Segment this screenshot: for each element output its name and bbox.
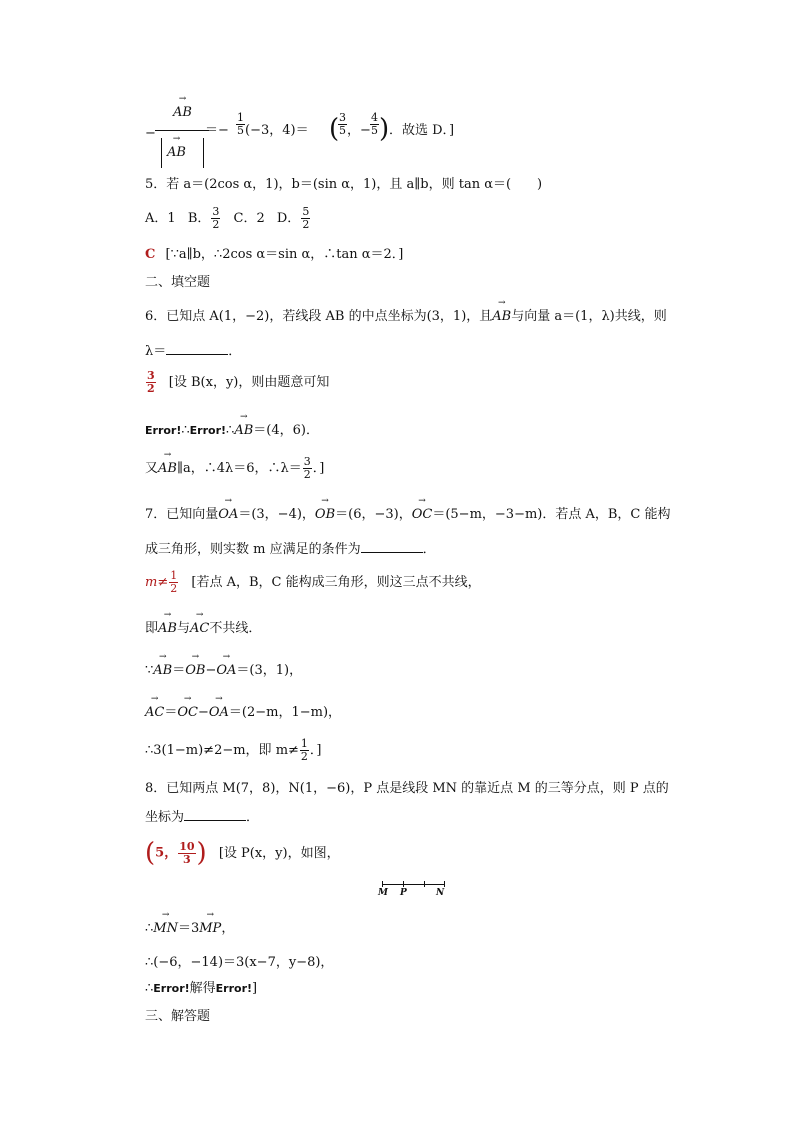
q6-sol2-vec: → AB (234, 422, 253, 440)
q7-answer-pre: m≠ (145, 575, 169, 590)
q6-error-2: Error! (189, 424, 227, 437)
q6-sol3-vec: → AB (158, 460, 177, 478)
top-eq-part: ＝− (205, 123, 229, 138)
q5-answer: C (145, 247, 156, 262)
q8-sol4-pre: ∴ (145, 981, 154, 996)
q7-vec-oa: → OA (218, 506, 238, 524)
abs-left-bar (161, 138, 162, 168)
label-p: P (400, 888, 407, 898)
q7-sol5-frac: $\frac{1}{2}$ (300, 737, 308, 763)
q7-stem-line2-text: 成三角形，则实数 m 应满足的条件为 (145, 542, 361, 557)
q8-answer-paren-open: ( (145, 838, 156, 868)
fraction-bar (155, 130, 209, 131)
q5-option-c: C．2 (233, 211, 265, 226)
q7-answer-line (145, 570, 481, 606)
q8-sol3: ∴(−6，−14)＝3(x−7，y−8)， (145, 955, 334, 970)
q6-sol1: [设 B(x，y)，则由题意可知 (168, 375, 330, 390)
q6-error-1: Error! (145, 424, 182, 437)
q6-sol3 (145, 456, 324, 492)
q7-sol4-vec-ac: → AC (145, 704, 164, 722)
q6-sol2 (145, 422, 319, 440)
q7-sol4-minus: − (197, 705, 209, 720)
q7-sol4 (145, 704, 341, 722)
q8-answer-x: 5， (155, 845, 178, 861)
q6-sol2-mid: ∴ (181, 423, 190, 438)
q7-sol3-because: ∵ (145, 663, 154, 678)
q5-answer-line (145, 246, 403, 264)
top-sep: ，− (347, 123, 371, 138)
q5-solution: [∵a∥b，∴2cos α＝sin α，∴tan α＝2．] (165, 247, 404, 262)
q8-stem-line2 (145, 808, 259, 827)
q7-sol2-mid: 与 (176, 621, 190, 636)
q6-vec-ab: → AB (492, 308, 511, 326)
segment-line (382, 884, 444, 885)
section-heading-solve: 三、解答题 (145, 1009, 211, 1024)
q7-sol3-vec-ab: → AB (153, 662, 172, 680)
q7-sol2-end: 不共线． (209, 621, 262, 636)
paren-open: ( (329, 114, 340, 144)
q7-stem-a: 7．已知向量 (145, 507, 219, 522)
q7-vec-oc: → OC (412, 506, 433, 524)
q7-stem-b: ＝(3，−4)， (238, 507, 315, 522)
q6-stem-line1 (145, 308, 667, 326)
top-r2-frac: $\frac{4}{5}$ (371, 111, 378, 137)
q8-answer-frac: $\frac{10}{3}$ (179, 839, 195, 866)
paren-close: ) (379, 114, 390, 144)
q7-stem-d: ＝(5−m，−3−m)．若点 A，B，C 能构 (432, 507, 671, 522)
q7-sol2 (145, 620, 261, 638)
q7-answer-blank (361, 540, 423, 553)
q7-sol4-vec-oa: → OA (209, 704, 229, 722)
q6-answer-blank (166, 342, 228, 355)
q6-sol2-tail: ＝(4，6)． (253, 423, 319, 438)
q5-option-d-frac: $\frac{5}{2}$ (302, 205, 310, 231)
q7-vec-ob: → OB (315, 506, 335, 524)
q8-sol2-vec-mn: → MN (153, 920, 178, 938)
q8-error-1: Error! (153, 982, 190, 995)
q7-sol3-vec-oa: → OA (216, 662, 236, 680)
tick-mid (424, 881, 425, 887)
top-tail: ．故选 D．] (389, 123, 455, 138)
q8-sol1: [设 P(x，y)，如图， (218, 845, 340, 861)
q7-sol5-end: ．] (309, 743, 322, 758)
q6-answer-frac: $\frac{3}{2}$ (147, 369, 155, 395)
q7-sol3-vec-ob: → OB (185, 662, 205, 680)
section-heading-fill: 二、填空题 (145, 275, 211, 290)
q8-sol2-pre: ∴ (145, 921, 154, 936)
q7-sol5 (145, 738, 322, 774)
q5-option-d: D． (276, 211, 301, 226)
top-frac-den: → AB (167, 144, 186, 162)
q7-sol3-end: ＝(3，1)， (236, 663, 303, 678)
q7-stem-end: ． (422, 542, 436, 557)
top-minus: − (145, 126, 156, 141)
label-n: N (436, 888, 445, 898)
q6-stem-end: ． (228, 344, 242, 359)
q6-answer-line (145, 370, 329, 406)
tick-m (382, 881, 383, 887)
q7-sol4-end: ＝(2−m，1−m)， (228, 705, 342, 720)
q8-sol4 (145, 980, 257, 998)
q6-sol3-pre: 又 (145, 461, 159, 476)
q8-sol4-end: ] (252, 981, 258, 996)
q5-option-a: A．1 (145, 211, 176, 226)
q7-answer-frac: $\frac{1}{2}$ (170, 569, 178, 595)
q8-sol2-end: ， (221, 921, 235, 936)
q8-stem-end: ． (246, 810, 260, 825)
q6-stem-line2 (145, 342, 241, 361)
q7-sol4-eq: ＝ (164, 705, 178, 720)
q7-sol2-vec-ab: → AB (158, 620, 177, 638)
top-vec-part: (−3，4)＝ (245, 123, 309, 138)
q6-stem-post: 与向量 a＝(1，λ)共线，则 (511, 309, 667, 324)
q8-answer-paren-close: ) (196, 838, 207, 868)
q5-option-b-frac: $\frac{3}{2}$ (212, 205, 220, 231)
top-frac-num: → AB (173, 104, 192, 122)
q6-sol2-therefore: ∴ (226, 423, 235, 438)
tick-n (444, 881, 445, 887)
top-r1-frac: $\frac{3}{5}$ (339, 111, 346, 137)
q8-stem-line1: 8．已知两点 M(7，8)，N(1，−6)，P 点是线段 MN 的靠近点 M 的三等分点，则 P 点的 (145, 781, 669, 796)
q8-answer-blank (184, 808, 246, 821)
q6-sol3-frac: $\frac{3}{2}$ (303, 455, 311, 481)
q5-stem: 5．若 a＝(2cos α，1)，b＝(sin α，1)，且 a∥b，则 tan α＝( ) (145, 177, 543, 192)
q7-sol1: [若点 A，B，C 能构成三角形，则这三点不共线， (191, 575, 481, 590)
q5-options (145, 206, 311, 242)
q7-sol5-pre: ∴3(1−m)≠2−m，即 m≠ (145, 743, 299, 758)
q7-sol3 (145, 662, 302, 680)
q8-error-2: Error! (215, 982, 253, 995)
top-expression (145, 104, 565, 168)
q7-stem-line1 (145, 506, 671, 524)
q8-sol4-mid: 解得 (189, 981, 216, 996)
tick-p (403, 881, 404, 887)
q8-sol2-mid: ＝3 (177, 921, 200, 936)
q8-stem-line2-text: 坐标为 (145, 810, 185, 825)
q6-sol3-mid: ∥a，∴4λ＝6，∴λ＝ (176, 461, 302, 476)
q7-stem-line2 (145, 540, 436, 559)
q8-sol2-vec-mp: → MP (199, 920, 221, 938)
q6-lambda: λ＝ (145, 344, 167, 359)
top-coef-frac: $\frac{1}{5}$ (237, 111, 244, 137)
q5-option-b: B． (187, 211, 211, 226)
label-m: M (378, 888, 388, 898)
q7-sol4-vec-oc: → OC (177, 704, 198, 722)
q6-sol3-end: ．] (312, 461, 325, 476)
q7-sol2-vec-ac: → AC (190, 620, 209, 638)
q7-stem-c: ＝(6，−3)， (335, 507, 412, 522)
q7-sol3-eq: ＝ (172, 663, 186, 678)
q8-answer-line (145, 840, 340, 876)
q8-sol2 (145, 920, 234, 938)
q7-sol2-pre: 即 (145, 621, 159, 636)
q6-stem-pre: 6．已知点 A(1，−2)，若线段 AB 的中点坐标为(3，1)，且 (145, 309, 493, 324)
q7-sol3-minus: − (205, 663, 217, 678)
abs-right-bar (203, 138, 204, 168)
segment-figure (378, 878, 448, 904)
